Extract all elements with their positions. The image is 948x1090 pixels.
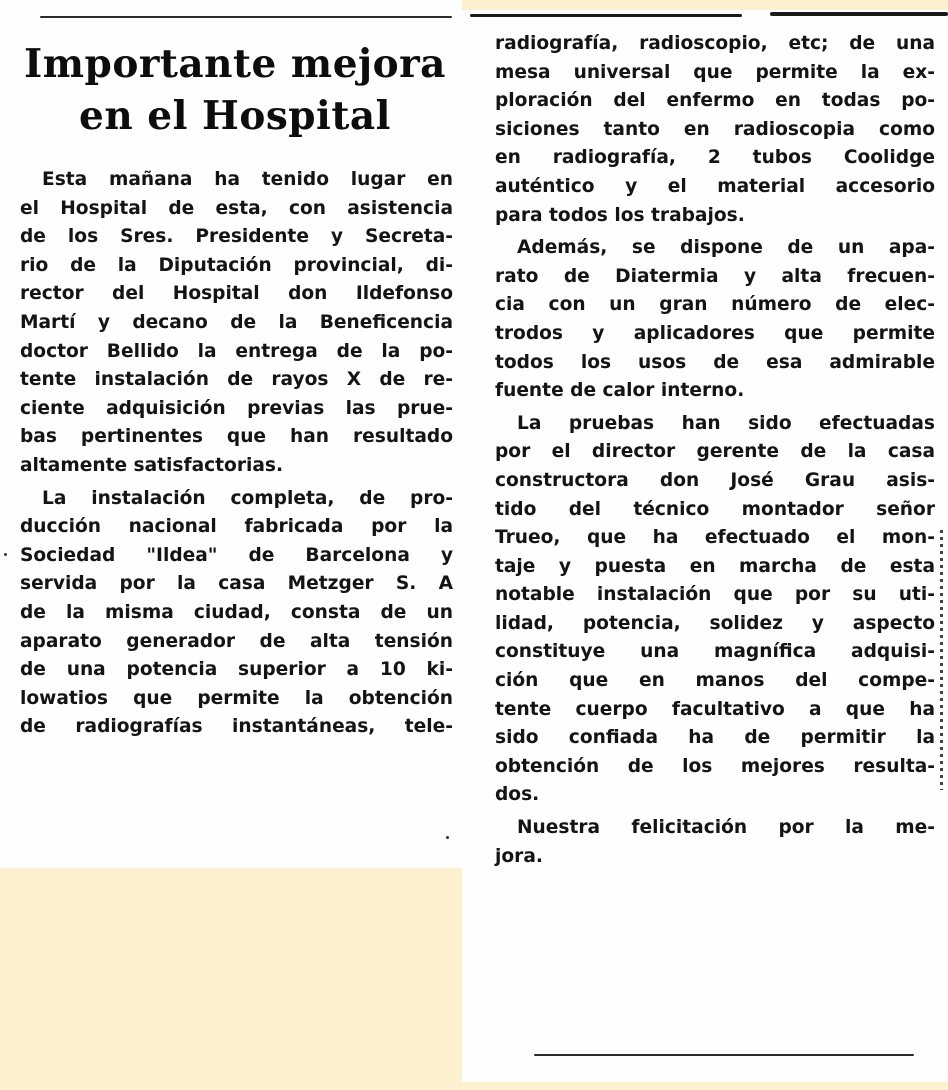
text-line: ploración del enfermo en todas po- [495,90,935,112]
text-line: tente cuerpo facultativo a que ha [495,698,935,720]
text-line: trodos y aplicadores que permite [495,322,935,344]
text-line: de una potencia superior a 10 ki- [20,659,453,681]
text-line: mesa universal que permite la ex- [495,61,935,83]
text-line: por el director gerente de la casa [495,441,935,463]
text-line: constituye una magnífica adquisi- [495,641,935,663]
text-line: Sociedad "Ildea" de Barcelona y [20,544,453,566]
text-line: ciente adquisición previas las prue- [20,397,453,419]
text-line: taje y puesta en marcha de esta [495,555,935,577]
text-line: Además, se dispone de un apa- [517,237,935,259]
text-line: La instalación completa, de pro- [42,487,453,509]
text-line: tido del técnico montador señor [495,498,935,520]
text-line: Esta mañana ha tenido lugar en [42,169,453,190]
text-line: bas pertinentes que han resultado [20,426,453,448]
headline-line-2: en el Hospital [79,93,391,139]
text-line: constructora don José Grau asis- [495,469,935,491]
text-line: de los Sres. Presidente y Secreta- [20,226,453,248]
text-line: cia con un gran número de elec- [495,294,935,316]
headline [20,38,450,142]
text-line: para todos los trabajos. [495,204,745,226]
text-line: La pruebas han sido efectuadas [517,412,935,434]
text-line: Martí y decano de la Beneficencia [20,311,453,333]
text-line: dos. [495,784,540,806]
text-line: de radiografías instantáneas, tele- [20,716,453,738]
text-line: tente instalación de rayos X de re- [20,369,453,391]
ink-speck [446,836,449,839]
text-line: obtención de los mejores resulta- [495,755,935,777]
text-line: lowatios que permite la obtención [20,687,453,709]
text-line: doctor Bellido la entrega de la po- [20,340,453,362]
text-line: fuente de calor interno. [495,380,745,402]
text-line: de la misma ciudad, consta de un [20,601,453,623]
text-line: ción que en manos del compe- [495,670,935,692]
headline-line-1: Importante mejora [24,41,446,87]
text-line: auténtico y el material accesorio [495,175,935,197]
text-line: altamente satisfactorias. [20,454,284,476]
bottom-rule [534,1054,914,1056]
text-line: notable instalación que por su uti- [495,584,935,606]
text-line: rato de Diatermia y alta frecuen- [495,265,935,287]
text-line: rio de la Diputación provincial, di- [20,254,453,276]
text-line: lidad, potencia, solidez y aspecto [495,612,935,634]
edge-marks [940,530,943,790]
text-line: en radiografía, 2 tubos Coolidge [495,147,935,169]
top-rule-right-b [770,12,948,16]
text-line: rector del Hospital don Ildefonso [20,283,453,305]
text-line: radiografía, radioscopio, etc; de una [495,33,935,54]
text-line: siciones tanto en radioscopia como [495,118,935,140]
right-column-text [495,30,935,871]
text-line: jora. [495,845,543,867]
text-line: todos los usos de esa admirable [495,351,935,373]
top-rule-left [40,16,452,18]
text-line: Nuestra felicitación por la me- [517,817,935,839]
text-line: el Hospital de esta, con asistencia [20,197,453,219]
ink-speck [4,553,7,556]
top-rule-right-a [470,14,742,17]
text-line: servida por la casa Metzger S. A [20,573,453,595]
text-line: aparato generador de alta tensión [20,630,453,652]
text-line: Trueo, que ha efectuado el mon- [495,527,935,549]
text-line: ducción nacional fabricada por la [20,516,453,538]
text-line: sido confiada ha de permitir la [495,727,935,749]
left-column-text [20,166,453,742]
